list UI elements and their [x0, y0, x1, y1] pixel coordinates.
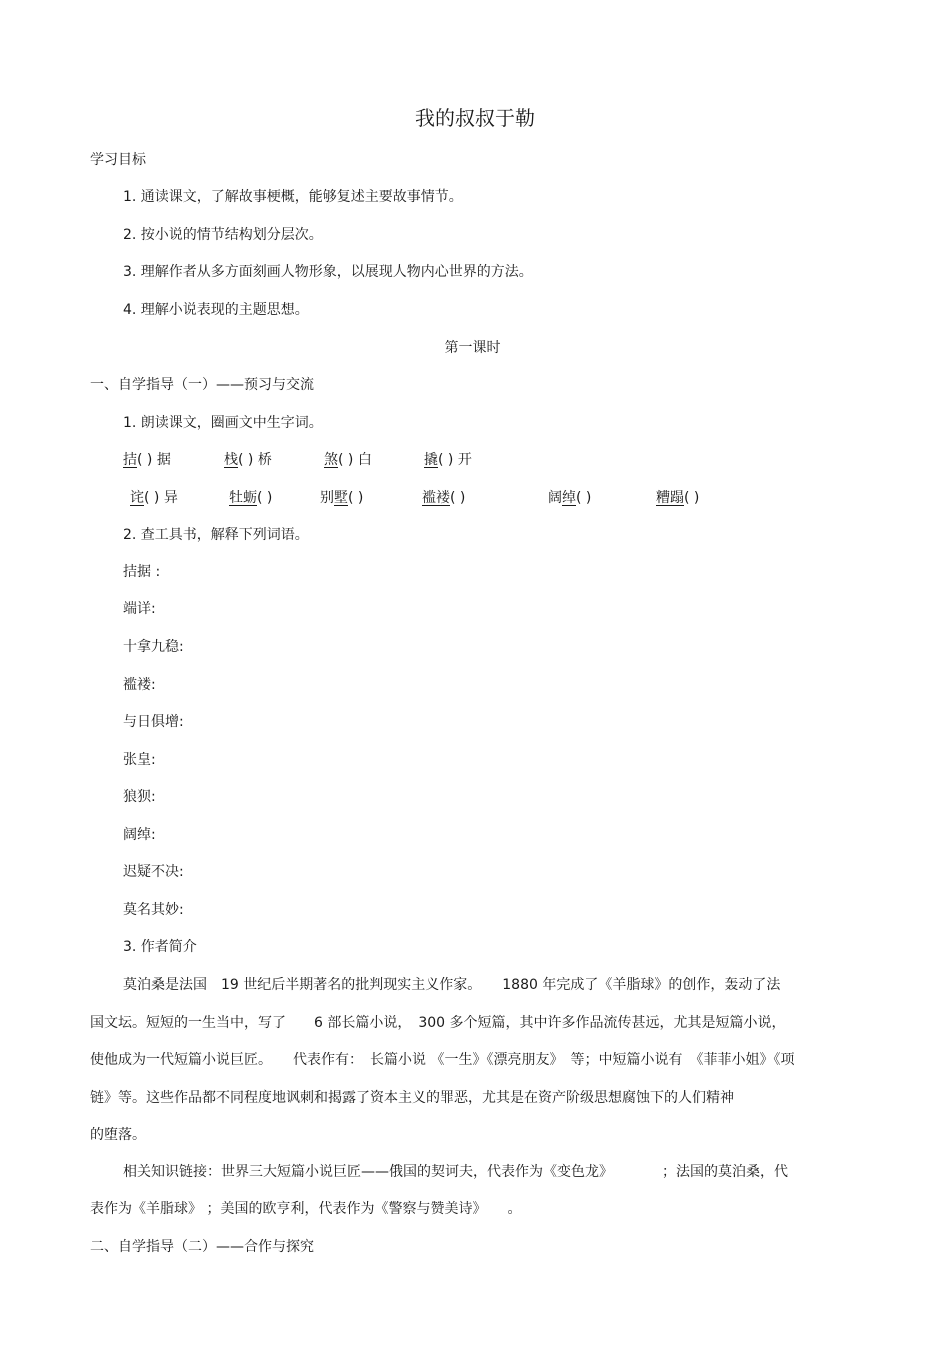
goal-item-2: 2. 按小说的情节结构划分层次。: [123, 227, 323, 243]
char-item: [424, 451, 472, 469]
bio-line: 使他成为一代短篇小说巨匠。 代表作有： 长篇小说 《一生》《漂亮朋友》 等；中短篇小说有 《菲菲小姐》《项: [90, 1052, 795, 1068]
char-item: 阔绰( ): [548, 490, 592, 506]
link-line: 相关知识链接：世界三大短篇小说巨匠——俄国的契诃夫，代表作为《变色龙》 ；法国的莫泊桑，代: [123, 1164, 788, 1180]
char-word: 绰: [562, 490, 576, 506]
char-word: 煞: [324, 452, 338, 468]
bio-line: 的堕落。: [90, 1127, 146, 1143]
goal-item-4: 4. 理解小说表现的主题思想。: [123, 302, 309, 318]
lesson-label: 第一课时: [444, 340, 501, 356]
char-blank: ( ) 桥: [238, 452, 272, 468]
term-item: 褴褛:: [123, 677, 156, 693]
task1-label: 1. 朗读课文，圈画文中生字词。: [123, 415, 323, 431]
term-item: 狼狈:: [123, 789, 156, 805]
char-word: 拮: [123, 452, 137, 468]
char-item: [229, 489, 272, 507]
term-item: 端详:: [123, 601, 156, 617]
char-blank: ( ) 白: [338, 452, 372, 468]
bio-line: 莫泊桑是法国 19 世纪后半期著名的批判现实主义作家。 1880 年完成了《羊脂球》的创作，轰动了法: [123, 977, 781, 993]
char-blank: ( ): [348, 490, 364, 506]
term-item: 十拿九稳:: [123, 639, 184, 655]
char-blank: ( ) 据: [137, 452, 171, 468]
task3-label: 3. 作者简介: [123, 939, 197, 955]
char-word: 撬: [424, 452, 438, 468]
bio-line: 国文坛。短短的一生当中，写了 6 部长篇小说， 300 多个短篇，其中许多作品流传甚远，尤其是短篇小说，: [90, 1015, 786, 1031]
char-word: 牡蛎: [229, 490, 257, 506]
char-word: 墅: [334, 490, 348, 506]
char-blank: ( ): [576, 490, 592, 506]
task2-label: 2. 查工具书，解释下列词语。: [123, 527, 309, 543]
char-item: [130, 489, 178, 507]
term-item: 迟疑不决:: [123, 864, 184, 880]
goals-heading: 学习目标: [90, 152, 146, 168]
page-title: 我的叔叔于勒: [415, 106, 535, 130]
term-item: 与日俱增:: [123, 714, 184, 730]
term-item: 阔绰:: [123, 827, 156, 843]
char-blank: ( ): [450, 490, 466, 506]
char-item: 别墅( ): [320, 490, 364, 506]
bio-line: 链》等。这些作品都不同程度地讽刺和揭露了资本主义的罪恶，尤其是在资产阶级思想腐蚀下的人们精神: [90, 1090, 734, 1106]
char-blank: ( ) 开: [438, 452, 472, 468]
section2-heading: 二、自学指导（二）——合作与探究: [90, 1239, 314, 1255]
term-item: 莫名其妙:: [123, 902, 184, 918]
char-blank: ( ) 异: [144, 490, 178, 506]
char-word: 糟蹋: [656, 490, 684, 506]
section1-heading: 一、自学指导（一）——预习与交流: [90, 377, 314, 393]
char-item: [422, 489, 465, 507]
char-word: 诧: [130, 490, 144, 506]
link-line: 表作为《羊脂球》 ；美国的欧亨利，代表作为《警察与赞美诗》 。: [90, 1201, 522, 1217]
char-blank: ( ): [684, 490, 700, 506]
char-word: 栈: [224, 452, 238, 468]
term-item: 张皇:: [123, 752, 156, 768]
char-item: [656, 489, 699, 507]
char-blank: ( ): [257, 490, 273, 506]
goal-item-3: 3. 理解作者从多方面刻画人物形象，以展现人物内心世界的方法。: [123, 264, 533, 280]
char-item: [324, 451, 372, 469]
char-word: 褴褛: [422, 490, 450, 506]
term-item: 拮据 :: [123, 564, 161, 580]
char-item: [123, 451, 171, 469]
goal-item-1: 1. 通读课文，了解故事梗概，能够复述主要故事情节。: [123, 189, 463, 205]
char-item: [224, 451, 272, 469]
